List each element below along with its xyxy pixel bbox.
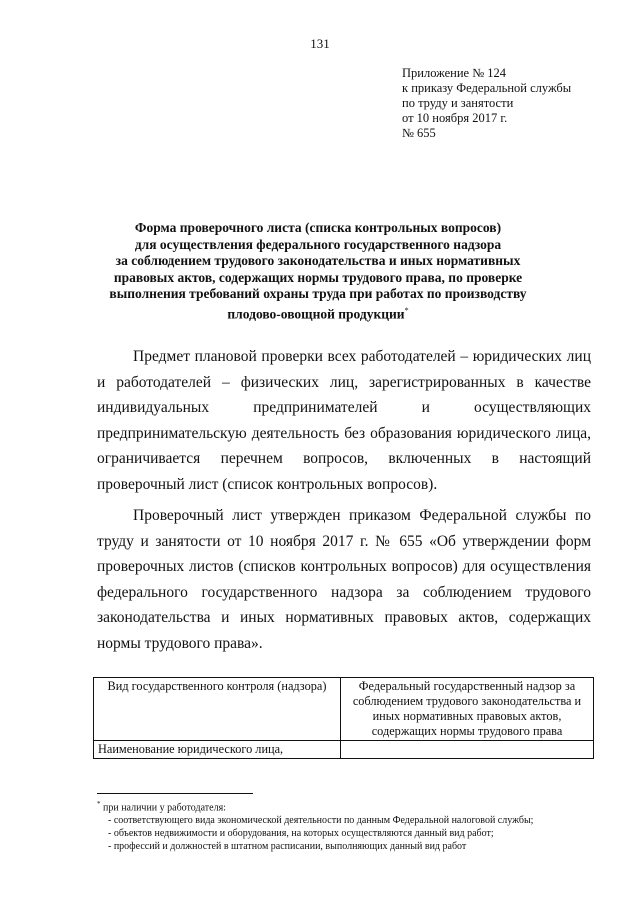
footnote-item: - объектов недвижимости и оборудования, на которых осуществляются данный вид работ; [108,828,494,840]
title-line-text: плодово-овощной продукции [227,306,405,321]
footnote-item: - профессий и должностей в штатном расписании, выполняющих данный вид работ [108,841,467,853]
appendix-block [402,66,571,141]
footnote-intro-text: при наличии у работодателя: [103,802,226,814]
title-line: Форма проверочного листа (списка контрольных вопросов) [134,220,502,235]
table-cell-label: Наименование юридического лица, [94,741,341,759]
appendix-line: по труду и занятости [402,96,514,110]
paragraph-text: Проверочный лист утвержден приказом Федеральной службы по труду и занятости от 10 ноября 2017 г. № 655 «Об утверждении форм проверочных листов (списков контрольных вопросов) для осуществления федерального государственного надзора за соблюдением трудового законодательства и иных нормативных правовых актов, содержащих нормы трудового права». [97,507,591,652]
paragraph-text: Предмет плановой проверки всех работодателей – юридических лиц и работодателей – физических лиц, зарегистрированных в качестве индивидуальных предпринимателей и осуществляющих предпринимательскую деятельность без образования юридического лица, ограничивается перечнем вопросов, включенных в настоящий проверочный лист (список контрольных вопросов). [97,348,591,493]
document-title [98,220,538,323]
table-row [94,678,594,741]
table-row [94,741,594,759]
footnote [97,798,533,853]
title-line: выполнения требований охраны труда при работах по производству [109,286,527,301]
control-table [93,677,594,759]
footnote-mark: * [404,305,409,315]
paragraph-scope [97,344,591,497]
title-line [98,303,538,323]
title-line: за соблюдением трудового законодательства и иных нормативных [115,253,521,268]
footnote-intro [97,798,533,814]
appendix-line: к приказу Федеральной службы [402,81,572,95]
appendix-line: Приложение № 124 [402,66,507,80]
paragraph-approval [97,503,591,656]
appendix-line: от 10 ноября 2017 г. [402,111,508,125]
footnote-divider [97,793,253,794]
title-line: правовых актов, содержащих нормы трудового права, по проверке [113,269,523,285]
table-cell-value [341,741,594,759]
table-cell-label: Вид государственного контроля (надзора) [94,678,341,741]
appendix-line: № 655 [402,126,436,140]
page-number: 131 [310,36,330,51]
title-line: для осуществления федерального государственного надзора [134,236,502,252]
footnote-mark: * [97,800,101,808]
footnote-item: - соответствующего вида экономической деятельности по данным Федеральной налоговой службы; [108,815,534,827]
table-cell-value: Федеральный государственный надзор за соблюдением трудового законодательства и иных нормативных правовых актов, содержащих нормы трудового права [341,678,594,741]
